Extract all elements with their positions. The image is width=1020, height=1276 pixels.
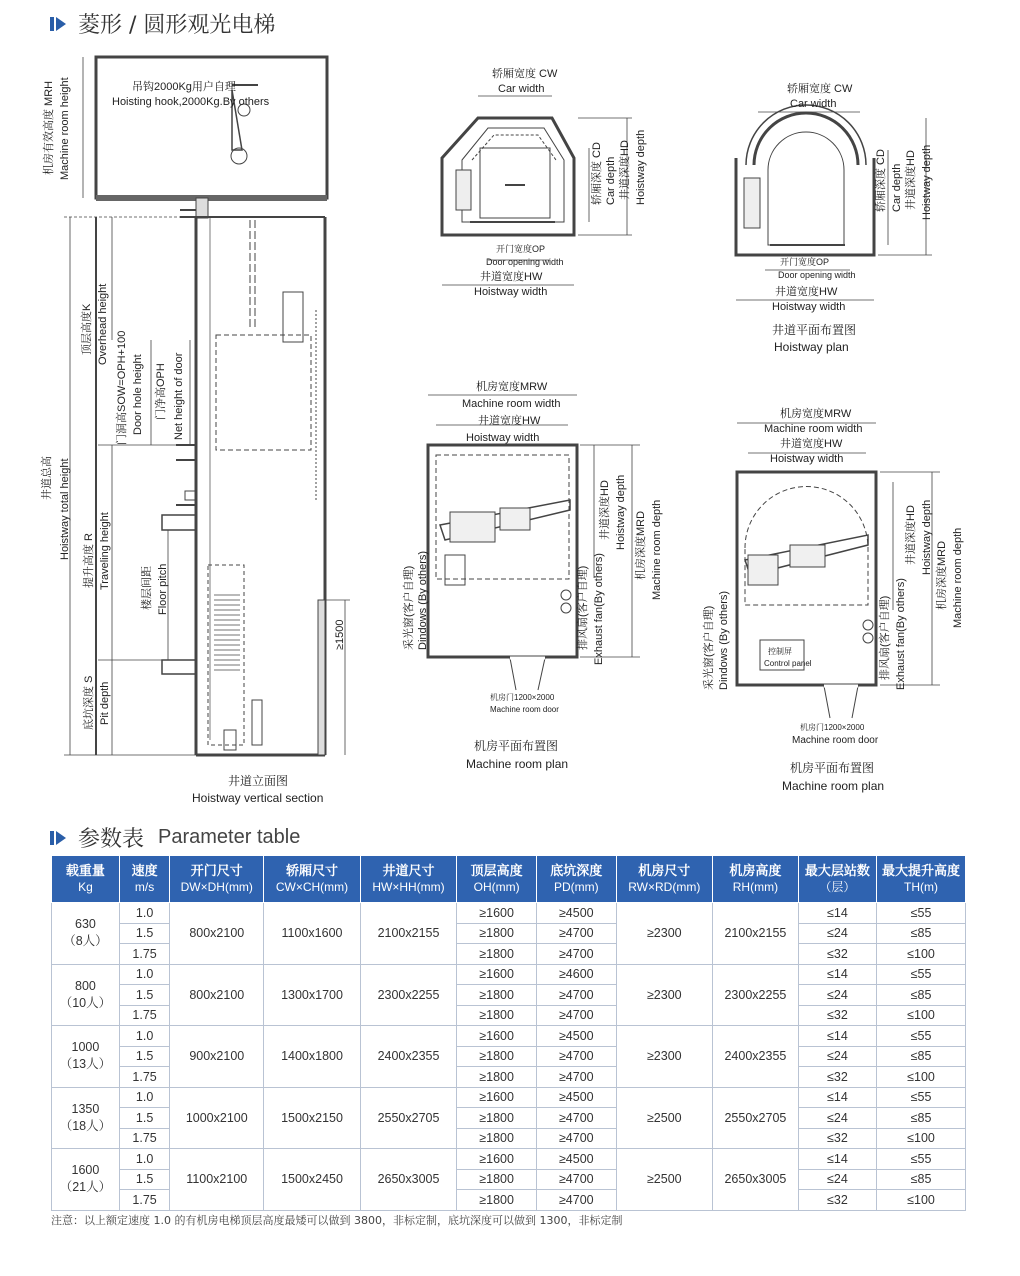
vertical-caption-cn: 井道立面图 bbox=[228, 774, 289, 788]
overhead-cell: ≥1600 bbox=[457, 903, 537, 924]
column-header bbox=[170, 856, 264, 903]
column-header-en: TH(m) bbox=[904, 879, 939, 894]
column-header bbox=[360, 856, 457, 903]
column-header bbox=[52, 856, 120, 903]
max-stops-cell: ≤32 bbox=[798, 944, 876, 965]
pit-depth-cell: ≥4700 bbox=[537, 1169, 617, 1190]
max-stops-cell: ≤32 bbox=[798, 1067, 876, 1088]
max-travel-cell: ≤100 bbox=[877, 1190, 966, 1211]
overhead-cell: ≥1800 bbox=[457, 1067, 537, 1088]
room-size-cell: ≥2500 bbox=[616, 1149, 712, 1211]
column-header-en: Kg bbox=[78, 879, 93, 894]
car-size-cell: 1500x2150 bbox=[264, 1087, 361, 1149]
column-header-en: m/s bbox=[134, 879, 155, 894]
mrh-label-en: Machine room height bbox=[59, 77, 71, 180]
section-title-en: Parameter table bbox=[158, 826, 301, 848]
overhead-cell: ≥1600 bbox=[457, 1149, 537, 1170]
table-row bbox=[52, 903, 966, 924]
load-value: 1600 bbox=[71, 1163, 100, 1178]
round-hd-cn: 井道深度HD bbox=[905, 150, 917, 210]
mrl-window-cn: 采光窗(客户自理) bbox=[403, 565, 415, 650]
mrr-mrw-cn: 机房宽度MRW bbox=[780, 408, 852, 420]
speed-cell: 1.75 bbox=[119, 1128, 169, 1149]
mrr-mrd-cn: 机房深度MRD bbox=[936, 540, 948, 610]
overhead-cell: ≥1800 bbox=[457, 1190, 537, 1211]
column-header-en: HW×HH(mm) bbox=[372, 879, 445, 894]
speed-cell: 1.5 bbox=[119, 985, 169, 1006]
room-size-cell: ≥2500 bbox=[616, 1087, 712, 1149]
section-marker-icon bbox=[50, 17, 68, 31]
max-travel-cell: ≤55 bbox=[877, 964, 966, 985]
overhead-label-en: Overhead height bbox=[97, 283, 109, 365]
mrl-hw-cn: 井道宽度HW bbox=[478, 415, 541, 427]
max-travel-cell: ≤100 bbox=[877, 1067, 966, 1088]
persons-value: （13人） bbox=[59, 1057, 112, 1072]
max-stops-cell: ≤24 bbox=[798, 1046, 876, 1067]
room-height-cell: 2400x2355 bbox=[713, 1026, 799, 1088]
diamond-cd-en: Car depth bbox=[605, 156, 617, 205]
mrl-caption-cn: 机房平面布置图 bbox=[474, 739, 559, 753]
diamond-cd-cn: 轿厢深度 CD bbox=[591, 142, 603, 205]
mrr-hw-en: Hoistway width bbox=[770, 453, 844, 465]
room-height-cell: 2100x2155 bbox=[713, 903, 799, 965]
column-header-en: DW×DH(mm) bbox=[180, 879, 253, 894]
mrl-hw-en: Hoistway width bbox=[466, 432, 540, 444]
load-cell bbox=[52, 1149, 120, 1211]
section-title-shapes bbox=[50, 8, 275, 39]
column-header-cn: 轿厢尺寸 bbox=[285, 862, 338, 878]
hoistway-size-cell: 2650x3005 bbox=[360, 1149, 457, 1211]
speed-cell: 1.0 bbox=[119, 1149, 169, 1170]
max-travel-cell: ≤85 bbox=[877, 1169, 966, 1190]
pit-depth-cell: ≥4700 bbox=[537, 985, 617, 1006]
round-op-cn: 开门宽度OP bbox=[780, 257, 830, 267]
max-travel-cell: ≤100 bbox=[877, 1005, 966, 1026]
pit-depth-cell: ≥4700 bbox=[537, 1128, 617, 1149]
pit-depth-cell: ≥4500 bbox=[537, 1149, 617, 1170]
room-size-cell: ≥2300 bbox=[616, 964, 712, 1026]
load-value: 1000 bbox=[71, 1040, 100, 1055]
diamond-hw-en: Hoistway width bbox=[474, 286, 548, 298]
pit-depth-cell: ≥4700 bbox=[537, 1108, 617, 1129]
column-header-en: PD(mm) bbox=[553, 879, 599, 894]
mrr-caption-en: Machine room plan bbox=[782, 779, 885, 793]
diamond-cw-cn: 轿厢宽度 CW bbox=[492, 68, 558, 80]
max-stops-cell: ≤24 bbox=[798, 1108, 876, 1129]
max-stops-cell: ≤14 bbox=[798, 1026, 876, 1047]
mrl-hd-cn: 井道深度HD bbox=[599, 480, 611, 540]
max-stops-cell: ≤32 bbox=[798, 1128, 876, 1149]
round-hw-cn: 井道宽度HW bbox=[775, 286, 838, 298]
overhead-label-cn: 顶层高度K bbox=[81, 303, 93, 355]
overhead-cell: ≥1800 bbox=[457, 1169, 537, 1190]
overhead-cell: ≥1800 bbox=[457, 985, 537, 1006]
pit-depth-cell: ≥4700 bbox=[537, 923, 617, 944]
column-header-en: OH(mm) bbox=[473, 879, 520, 894]
mrr-hd-en: Hoistway depth bbox=[921, 499, 933, 575]
table-body bbox=[52, 903, 966, 1211]
mrl-mrd-cn: 机房深度MRD bbox=[635, 510, 647, 580]
diamond-hd-cn: 井道深度HD bbox=[619, 140, 631, 200]
column-header-cn: 顶层高度 bbox=[470, 862, 523, 878]
hoistway-size-cell: 2400x2355 bbox=[360, 1026, 457, 1088]
car-size-cell: 1100x1600 bbox=[264, 903, 361, 965]
table-row bbox=[52, 1026, 966, 1047]
door-hole-label-cn: 门洞高SOW=OPH+100 bbox=[116, 330, 128, 445]
mrr-panel-en: Control panel bbox=[764, 659, 812, 668]
column-header bbox=[798, 856, 876, 903]
max-travel-cell: ≤100 bbox=[877, 1128, 966, 1149]
hoistway-size-cell: 2300x2255 bbox=[360, 964, 457, 1026]
section-marker-icon bbox=[50, 831, 68, 845]
pit-depth-cell: ≥4500 bbox=[537, 903, 617, 924]
mrr-window-en: Dindows (By others) bbox=[718, 590, 730, 690]
door-size-cell: 800x2100 bbox=[170, 903, 264, 965]
persons-value: （18人） bbox=[59, 1118, 112, 1133]
load-cell bbox=[52, 903, 120, 965]
total-height-label-cn: 井道总高 bbox=[41, 456, 53, 500]
travel-label-cn: 提升高度 R bbox=[83, 533, 95, 588]
round-cd-en: Car depth bbox=[891, 163, 903, 212]
section-title-text: 菱形 / 圆形观光电梯 bbox=[78, 13, 276, 38]
pit-depth-cell: ≥4700 bbox=[537, 1190, 617, 1211]
pit-label-cn: 底坑深度 S bbox=[83, 675, 95, 730]
max-travel-cell: ≤55 bbox=[877, 1087, 966, 1108]
technical-drawings bbox=[0, 40, 1020, 810]
overhead-cell: ≥1800 bbox=[457, 923, 537, 944]
car-size-cell: 1400x1800 bbox=[264, 1026, 361, 1088]
mrl-fan-en: Exhaust fan(By others) bbox=[593, 553, 605, 665]
column-header-cn: 底坑深度 bbox=[550, 862, 603, 878]
mrr-window-cn: 采光窗(客户自理) bbox=[703, 605, 715, 690]
speed-cell: 1.5 bbox=[119, 1108, 169, 1129]
door-size-cell: 1000x2100 bbox=[170, 1087, 264, 1149]
mrh-label-cn: 机房有效高度 MRH bbox=[43, 80, 55, 175]
max-stops-cell: ≤24 bbox=[798, 985, 876, 1006]
hoistway-vertical-section bbox=[64, 57, 350, 755]
column-header-cn: 速度 bbox=[131, 862, 158, 878]
column-header-cn: 最大层站数 bbox=[804, 862, 870, 878]
pit-depth-cell: ≥4600 bbox=[537, 964, 617, 985]
round-caption-en: Hoistway plan bbox=[774, 340, 849, 354]
diamond-op-en: Door opening width bbox=[486, 257, 564, 267]
column-header bbox=[457, 856, 537, 903]
mrl-fan-cn: 排风扇(客户自理) bbox=[577, 565, 589, 650]
load-cell bbox=[52, 964, 120, 1026]
floor-pitch-label-en: Floor pitch bbox=[157, 563, 169, 615]
round-hd-en: Hoistway depth bbox=[921, 144, 933, 220]
hoistway-size-cell: 2100x2155 bbox=[360, 903, 457, 965]
room-height-cell: 2300x2255 bbox=[713, 964, 799, 1026]
room-height-cell: 2550x2705 bbox=[713, 1087, 799, 1149]
load-value: 800 bbox=[75, 978, 96, 993]
footnote: 注意：以上额定速度 1.0 的有机房电梯顶层高度最矮可以做到 3800，非标定制，底坑深度可以做到 1300，非标定制 bbox=[51, 1214, 623, 1227]
mrl-mrw-cn: 机房宽度MRW bbox=[476, 381, 548, 393]
mrr-mrw-en: Machine room width bbox=[764, 423, 863, 435]
speed-cell: 1.0 bbox=[119, 1026, 169, 1047]
overhead-cell: ≥1800 bbox=[457, 1108, 537, 1129]
max-travel-cell: ≤85 bbox=[877, 1108, 966, 1129]
mrr-hd-cn: 井道深度HD bbox=[905, 505, 917, 565]
overhead-cell: ≥1600 bbox=[457, 1087, 537, 1108]
column-header-cn: 机房高度 bbox=[729, 862, 782, 878]
column-header-cn: 载重量 bbox=[65, 862, 105, 878]
dim-1500-label: ≥1500 bbox=[334, 619, 346, 650]
overhead-cell: ≥1600 bbox=[457, 964, 537, 985]
load-cell bbox=[52, 1026, 120, 1088]
pit-depth-cell: ≥4700 bbox=[537, 1005, 617, 1026]
speed-cell: 1.75 bbox=[119, 944, 169, 965]
car-size-cell: 1300x1700 bbox=[264, 964, 361, 1026]
round-hw-en: Hoistway width bbox=[772, 301, 846, 313]
overhead-cell: ≥1800 bbox=[457, 1046, 537, 1067]
column-header-en: CW×CH(mm) bbox=[275, 879, 349, 894]
mrr-panel-cn: 控制屏 bbox=[768, 647, 792, 656]
mrr-door-en: Machine room door bbox=[792, 735, 879, 746]
speed-cell: 1.5 bbox=[119, 923, 169, 944]
mrl-window-en: Dindows (By others) bbox=[417, 550, 429, 650]
max-travel-cell: ≤55 bbox=[877, 1026, 966, 1047]
load-value: 630 bbox=[75, 917, 96, 932]
max-stops-cell: ≤32 bbox=[798, 1190, 876, 1211]
diamond-hw-cn: 井道宽度HW bbox=[480, 271, 543, 283]
max-travel-cell: ≤85 bbox=[877, 1046, 966, 1067]
mrl-door-en: Machine room door bbox=[490, 705, 559, 714]
section-title-text: 参数表 bbox=[78, 827, 145, 852]
max-stops-cell: ≤32 bbox=[798, 1005, 876, 1026]
pit-depth-cell: ≥4500 bbox=[537, 1026, 617, 1047]
column-header bbox=[877, 856, 966, 903]
max-stops-cell: ≤14 bbox=[798, 903, 876, 924]
car-size-cell: 1500x2450 bbox=[264, 1149, 361, 1211]
mrr-hw-cn: 井道宽度HW bbox=[780, 438, 843, 450]
mrl-door-cn: 机房门1200×2000 bbox=[490, 693, 555, 702]
door-size-cell: 800x2100 bbox=[170, 964, 264, 1026]
speed-cell: 1.5 bbox=[119, 1169, 169, 1190]
hook-label-cn: 吊钩2000Kg用户自理 bbox=[132, 81, 236, 93]
persons-value: （10人） bbox=[59, 995, 112, 1010]
total-height-label-en: Hoistway total height bbox=[59, 458, 71, 560]
persons-value: （21人） bbox=[59, 1180, 112, 1195]
table-row bbox=[52, 1149, 966, 1170]
mrr-fan-cn: 排风扇(客户自理) bbox=[879, 595, 891, 680]
door-size-cell: 1100x2100 bbox=[170, 1149, 264, 1211]
column-header-cn: 机房尺寸 bbox=[638, 862, 691, 878]
max-stops-cell: ≤14 bbox=[798, 1087, 876, 1108]
parameter-table bbox=[51, 855, 966, 1211]
column-header-en: （层） bbox=[819, 879, 856, 894]
diamond-hd-en: Hoistway depth bbox=[635, 129, 647, 205]
pit-depth-cell: ≥4700 bbox=[537, 1067, 617, 1088]
column-header bbox=[713, 856, 799, 903]
pit-depth-cell: ≥4700 bbox=[537, 1046, 617, 1067]
round-op-en: Door opening width bbox=[778, 270, 856, 280]
max-travel-cell: ≤55 bbox=[877, 903, 966, 924]
table-row bbox=[52, 964, 966, 985]
pit-depth-cell: ≥4500 bbox=[537, 1087, 617, 1108]
mrl-hd-en: Hoistway depth bbox=[615, 474, 627, 550]
pit-depth-cell: ≥4700 bbox=[537, 944, 617, 965]
door-size-cell: 900x2100 bbox=[170, 1026, 264, 1088]
mrl-mrd-en: Machine room depth bbox=[651, 499, 663, 600]
max-travel-cell: ≤100 bbox=[877, 944, 966, 965]
column-header-en: RH(mm) bbox=[732, 879, 779, 894]
speed-cell: 1.0 bbox=[119, 964, 169, 985]
mrr-caption-cn: 机房平面布置图 bbox=[790, 761, 875, 775]
load-cell bbox=[52, 1087, 120, 1149]
mrl-mrw-en: Machine room width bbox=[462, 398, 561, 410]
diamond-cw-en: Car width bbox=[498, 83, 545, 95]
load-value: 1350 bbox=[71, 1101, 100, 1116]
speed-cell: 1.5 bbox=[119, 1046, 169, 1067]
overhead-cell: ≥1800 bbox=[457, 944, 537, 965]
max-stops-cell: ≤24 bbox=[798, 1169, 876, 1190]
max-stops-cell: ≤14 bbox=[798, 1149, 876, 1170]
max-travel-cell: ≤55 bbox=[877, 1149, 966, 1170]
persons-value: （8人） bbox=[63, 934, 108, 949]
column-header-cn: 开门尺寸 bbox=[190, 862, 243, 878]
speed-cell: 1.0 bbox=[119, 1087, 169, 1108]
column-header bbox=[537, 856, 617, 903]
door-hole-label-en: Door hole height bbox=[132, 354, 144, 435]
vertical-caption-en: Hoistway vertical section bbox=[192, 791, 324, 805]
mrr-door-cn: 机房门1200×2000 bbox=[800, 723, 865, 732]
overhead-cell: ≥1600 bbox=[457, 1026, 537, 1047]
hook-label-en: Hoisting hook,2000Kg.By others bbox=[112, 96, 270, 108]
section-title-parameters bbox=[50, 822, 300, 853]
max-travel-cell: ≤85 bbox=[877, 923, 966, 944]
round-cw-en: Car width bbox=[790, 98, 837, 110]
net-door-label-en: Net height of door bbox=[173, 352, 185, 440]
max-stops-cell: ≤24 bbox=[798, 923, 876, 944]
mrr-mrd-en: Machine room depth bbox=[952, 527, 964, 628]
travel-label-en: Traveling height bbox=[99, 512, 111, 590]
round-cw-cn: 轿厢宽度 CW bbox=[787, 83, 853, 95]
column-header-cn: 井道尺寸 bbox=[382, 862, 435, 878]
overhead-cell: ≥1800 bbox=[457, 1128, 537, 1149]
diamond-op-cn: 开门宽度OP bbox=[496, 244, 546, 254]
room-size-cell: ≥2300 bbox=[616, 903, 712, 965]
max-travel-cell: ≤85 bbox=[877, 985, 966, 1006]
column-header bbox=[616, 856, 712, 903]
net-door-label-cn: 门净高OPH bbox=[155, 363, 167, 420]
round-caption-cn: 井道平面布置图 bbox=[772, 323, 857, 337]
column-header-en: RW×RD(mm) bbox=[628, 879, 701, 894]
speed-cell: 1.75 bbox=[119, 1005, 169, 1026]
column-header bbox=[264, 856, 361, 903]
hoistway-size-cell: 2550x2705 bbox=[360, 1087, 457, 1149]
mrl-caption-en: Machine room plan bbox=[466, 757, 569, 771]
speed-cell: 1.75 bbox=[119, 1190, 169, 1211]
table-header bbox=[52, 856, 966, 903]
column-header bbox=[119, 856, 169, 903]
speed-cell: 1.0 bbox=[119, 903, 169, 924]
column-header-cn: 最大提升高度 bbox=[882, 862, 961, 878]
room-height-cell: 2650x3005 bbox=[713, 1149, 799, 1211]
machine-room-plan-right bbox=[737, 423, 940, 718]
pit-label-en: Pit depth bbox=[99, 681, 111, 725]
room-size-cell: ≥2300 bbox=[616, 1026, 712, 1088]
round-cd-cn: 轿厢深度 CD bbox=[875, 149, 887, 212]
mrr-fan-en: Exhaust fan(By others) bbox=[895, 578, 907, 690]
speed-cell: 1.75 bbox=[119, 1067, 169, 1088]
overhead-cell: ≥1800 bbox=[457, 1005, 537, 1026]
floor-pitch-label-cn: 楼层间距 bbox=[141, 566, 153, 610]
max-stops-cell: ≤14 bbox=[798, 964, 876, 985]
table-row bbox=[52, 1087, 966, 1108]
